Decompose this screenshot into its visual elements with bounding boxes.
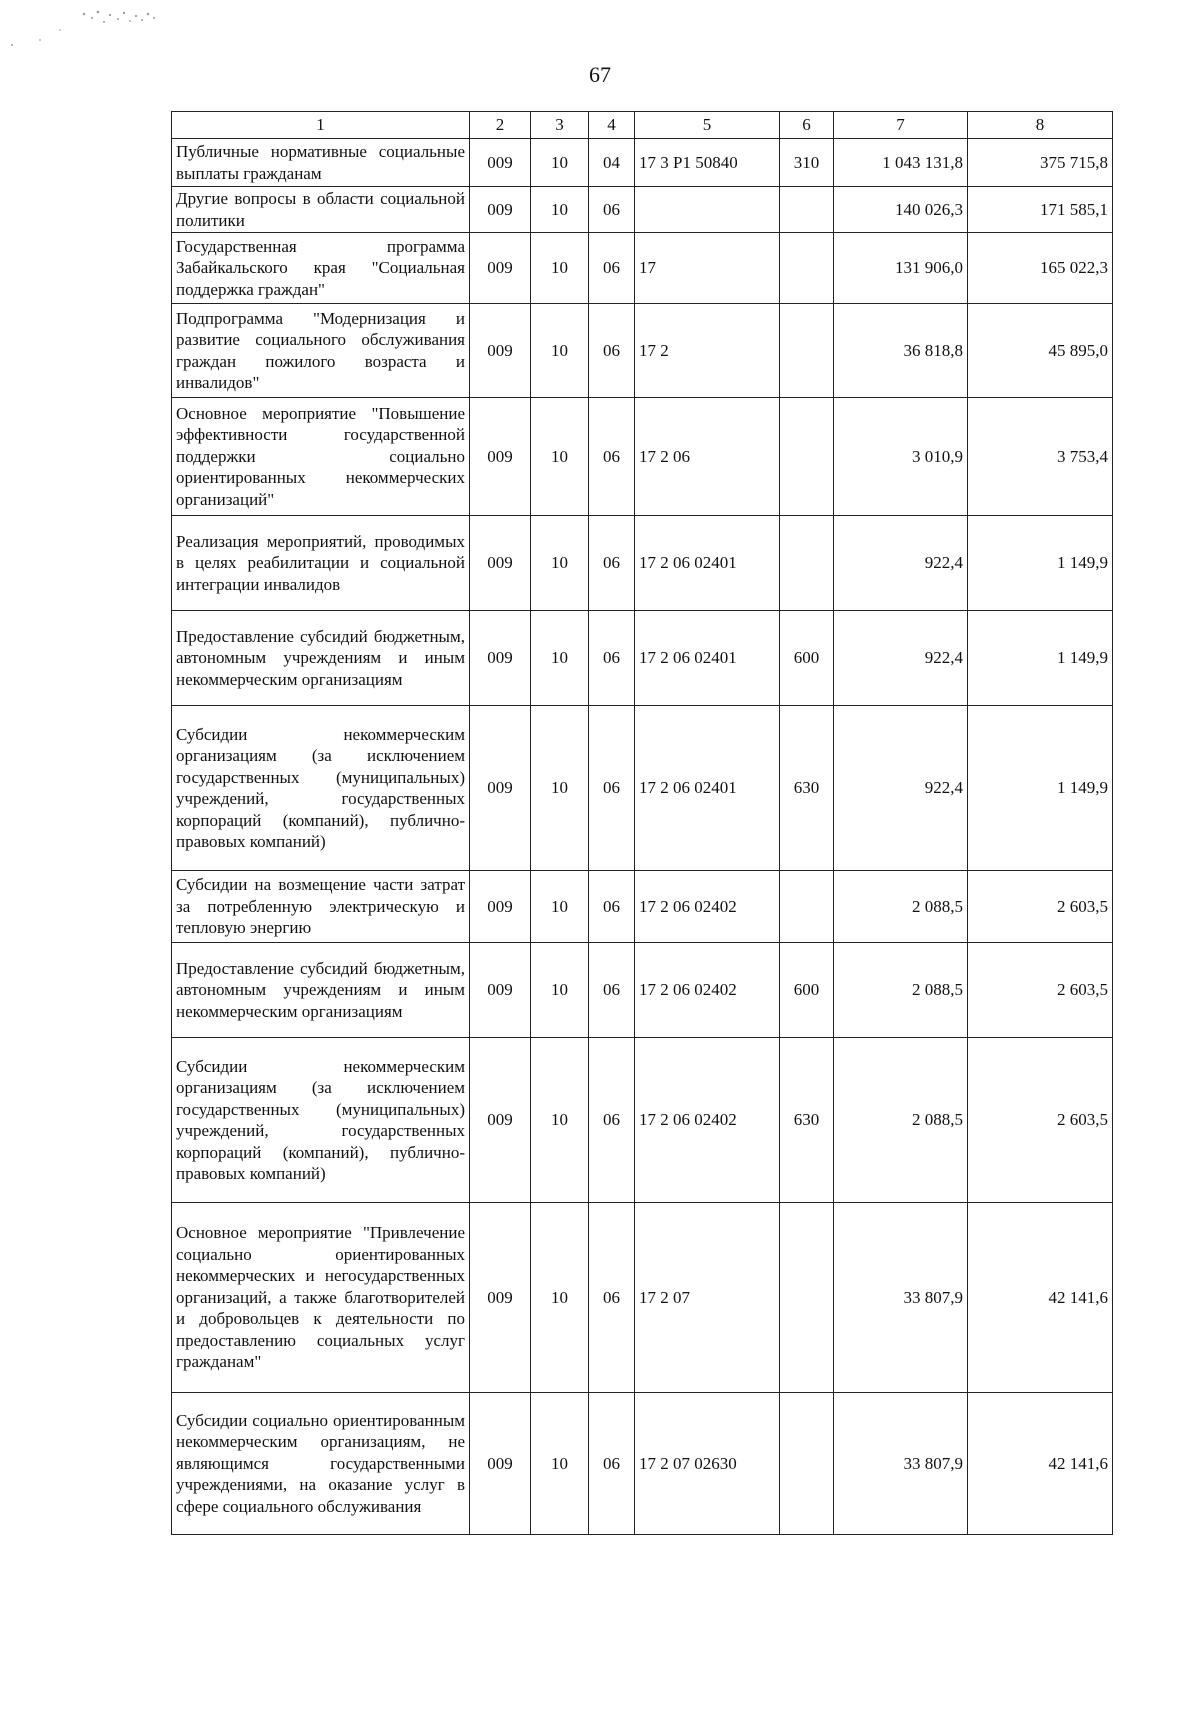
row-amount-1: 1 043 131,8 — [834, 139, 968, 187]
row-target-code: 17 2 06 02401 — [635, 611, 780, 706]
table-row — [172, 139, 1113, 187]
table-row — [172, 398, 1113, 516]
table-row — [172, 516, 1113, 611]
row-subsection-code: 06 — [589, 943, 635, 1038]
row-subsection-code: 06 — [589, 233, 635, 304]
row-target-code: 17 2 06 02402 — [635, 943, 780, 1038]
table-row — [172, 871, 1113, 943]
row-target-code: 17 — [635, 233, 780, 304]
row-section-code: 10 — [531, 304, 589, 398]
row-ministry-code: 009 — [470, 516, 531, 611]
row-subsection-code: 06 — [589, 304, 635, 398]
row-section-code: 10 — [531, 943, 589, 1038]
header-col-5: 5 — [635, 112, 780, 139]
row-expense-type — [780, 398, 834, 516]
table-row — [172, 304, 1113, 398]
row-expense-type: 630 — [780, 1038, 834, 1203]
row-name: Реализация мероприятий, проводимых в целях реабилитации и социальной интеграции инвалидов — [172, 516, 470, 611]
row-amount-1: 33 807,9 — [834, 1393, 968, 1535]
row-amount-2: 1 149,9 — [968, 611, 1113, 706]
row-name: Другие вопросы в области социальной политики — [172, 187, 470, 233]
header-col-6: 6 — [780, 112, 834, 139]
row-section-code: 10 — [531, 871, 589, 943]
row-amount-2: 3 753,4 — [968, 398, 1113, 516]
row-amount-2: 165 022,3 — [968, 233, 1113, 304]
row-subsection-code: 06 — [589, 398, 635, 516]
page-number: 67 — [589, 62, 611, 87]
row-ministry-code: 009 — [470, 304, 531, 398]
header-col-4: 4 — [589, 112, 635, 139]
row-name: Субсидии некоммерческим организациям (за исключением государственных (муниципальных) учреждений, государственных корпораций (компаний), публично-правовых компаний) — [172, 706, 470, 871]
row-name: Основное мероприятие "Привлечение социально ориентированных некоммерческих и негосударственных организаций, а также благотворителей и добровольцев к деятельности по предоставлению социальных услуг гражданам" — [172, 1203, 470, 1393]
row-expense-type: 600 — [780, 611, 834, 706]
row-name: Публичные нормативные социальные выплаты гражданам — [172, 139, 470, 187]
row-ministry-code: 009 — [470, 943, 531, 1038]
row-amount-1: 922,4 — [834, 516, 968, 611]
row-ministry-code: 009 — [470, 1203, 531, 1393]
row-amount-1: 36 818,8 — [834, 304, 968, 398]
row-section-code: 10 — [531, 1203, 589, 1393]
row-subsection-code: 06 — [589, 1203, 635, 1393]
row-amount-2: 2 603,5 — [968, 943, 1113, 1038]
row-section-code: 10 — [531, 611, 589, 706]
row-amount-1: 131 906,0 — [834, 233, 968, 304]
row-expense-type — [780, 516, 834, 611]
row-subsection-code: 06 — [589, 1038, 635, 1203]
table-row — [172, 706, 1113, 871]
row-subsection-code: 06 — [589, 611, 635, 706]
row-target-code — [635, 187, 780, 233]
row-amount-2: 42 141,6 — [968, 1203, 1113, 1393]
row-expense-type — [780, 187, 834, 233]
row-expense-type — [780, 1203, 834, 1393]
row-subsection-code: 06 — [589, 706, 635, 871]
row-amount-2: 2 603,5 — [968, 1038, 1113, 1203]
row-section-code: 10 — [531, 139, 589, 187]
row-amount-1: 33 807,9 — [834, 1203, 968, 1393]
row-name: Предоставление субсидий бюджетным, автономным учреждениям и иным некоммерческим организациям — [172, 943, 470, 1038]
row-amount-1: 2 088,5 — [834, 871, 968, 943]
row-section-code: 10 — [531, 187, 589, 233]
row-amount-1: 922,4 — [834, 706, 968, 871]
row-section-code: 10 — [531, 706, 589, 871]
row-section-code: 10 — [531, 1038, 589, 1203]
row-ministry-code: 009 — [470, 187, 531, 233]
row-ministry-code: 009 — [470, 871, 531, 943]
row-subsection-code: 06 — [589, 1393, 635, 1535]
header-col-2: 2 — [470, 112, 531, 139]
row-amount-2: 1 149,9 — [968, 706, 1113, 871]
row-target-code: 17 2 — [635, 304, 780, 398]
row-amount-2: 1 149,9 — [968, 516, 1113, 611]
row-name: Подпрограмма "Модернизация и развитие социального обслуживания граждан пожилого возраста и инвалидов" — [172, 304, 470, 398]
row-amount-1: 922,4 — [834, 611, 968, 706]
row-amount-2: 2 603,5 — [968, 871, 1113, 943]
row-amount-1: 140 026,3 — [834, 187, 968, 233]
row-name: Предоставление субсидий бюджетным, автономным учреждениям и иным некоммерческим организациям — [172, 611, 470, 706]
header-col-7: 7 — [834, 112, 968, 139]
row-ministry-code: 009 — [470, 1393, 531, 1535]
row-name: Государственная программа Забайкальского края "Социальная поддержка граждан" — [172, 233, 470, 304]
row-name: Субсидии некоммерческим организациям (за исключением государственных (муниципальных) учреждений, государственных корпораций (компаний), публично-правовых компаний) — [172, 1038, 470, 1203]
header-col-1: 1 — [172, 112, 470, 139]
row-target-code: 17 2 06 02402 — [635, 871, 780, 943]
row-target-code: 17 2 06 02402 — [635, 1038, 780, 1203]
row-ministry-code: 009 — [470, 398, 531, 516]
table-row — [172, 1203, 1113, 1393]
table-row — [172, 233, 1113, 304]
row-ministry-code: 009 — [470, 706, 531, 871]
row-section-code: 10 — [531, 398, 589, 516]
table-row — [172, 943, 1113, 1038]
row-ministry-code: 009 — [470, 233, 531, 304]
row-subsection-code: 06 — [589, 516, 635, 611]
row-target-code: 17 2 06 — [635, 398, 780, 516]
row-amount-2: 375 715,8 — [968, 139, 1113, 187]
row-name: Субсидии на возмещение части затрат за потребленную электрическую и тепловую энергию — [172, 871, 470, 943]
scan-artifact — [0, 0, 200, 50]
row-ministry-code: 009 — [470, 139, 531, 187]
table-row — [172, 187, 1113, 233]
row-name: Основное мероприятие "Повышение эффективности государственной поддержки социально ориентированных некоммерческих организаций" — [172, 398, 470, 516]
row-amount-2: 45 895,0 — [968, 304, 1113, 398]
table-row — [172, 1038, 1113, 1203]
row-subsection-code: 04 — [589, 139, 635, 187]
row-expense-type — [780, 304, 834, 398]
row-expense-type: 600 — [780, 943, 834, 1038]
row-section-code: 10 — [531, 233, 589, 304]
row-name: Субсидии социально ориентированным некоммерческим организациям, не являющимся государственными учреждениями, на оказание услуг в сфере социального обслуживания — [172, 1393, 470, 1535]
row-target-code: 17 3 P1 50840 — [635, 139, 780, 187]
row-expense-type: 630 — [780, 706, 834, 871]
row-section-code: 10 — [531, 1393, 589, 1535]
row-subsection-code: 06 — [589, 187, 635, 233]
row-target-code: 17 2 07 02630 — [635, 1393, 780, 1535]
table-row — [172, 1393, 1113, 1535]
row-amount-2: 42 141,6 — [968, 1393, 1113, 1535]
row-amount-2: 171 585,1 — [968, 187, 1113, 233]
row-amount-1: 3 010,9 — [834, 398, 968, 516]
row-ministry-code: 009 — [470, 1038, 531, 1203]
row-target-code: 17 2 07 — [635, 1203, 780, 1393]
header-row — [172, 112, 1113, 139]
budget-table — [171, 111, 1113, 1535]
row-amount-1: 2 088,5 — [834, 1038, 968, 1203]
row-expense-type — [780, 233, 834, 304]
row-target-code: 17 2 06 02401 — [635, 706, 780, 871]
table-row — [172, 611, 1113, 706]
header-col-3: 3 — [531, 112, 589, 139]
row-expense-type — [780, 1393, 834, 1535]
row-ministry-code: 009 — [470, 611, 531, 706]
row-expense-type — [780, 871, 834, 943]
row-target-code: 17 2 06 02401 — [635, 516, 780, 611]
row-amount-1: 2 088,5 — [834, 943, 968, 1038]
row-expense-type: 310 — [780, 139, 834, 187]
row-section-code: 10 — [531, 516, 589, 611]
header-col-8: 8 — [968, 112, 1113, 139]
row-subsection-code: 06 — [589, 871, 635, 943]
